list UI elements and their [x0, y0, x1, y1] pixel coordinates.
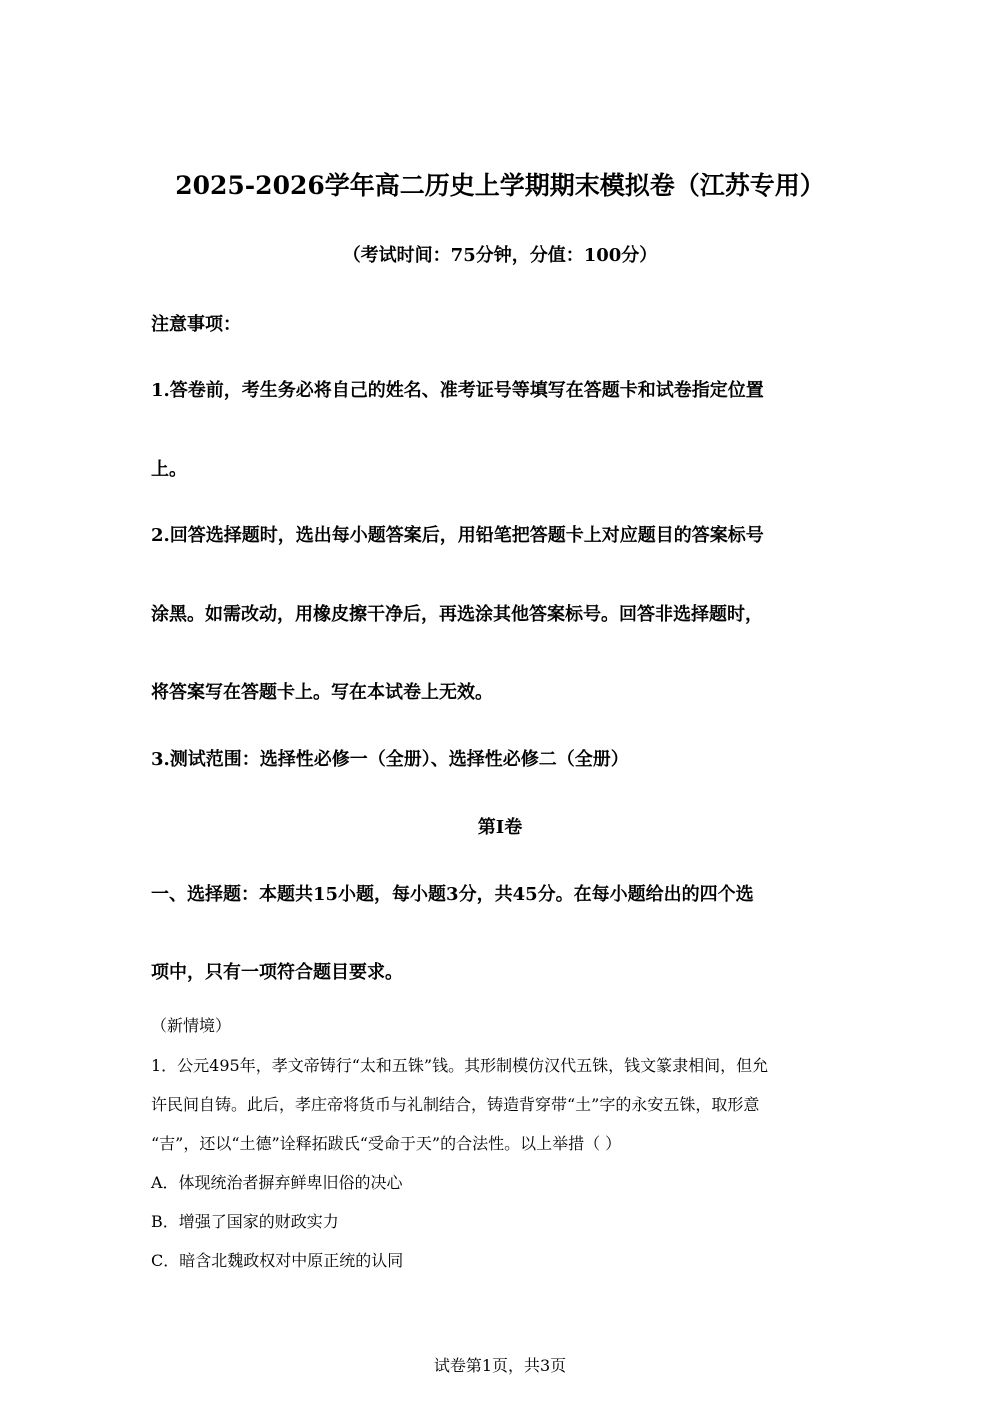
note-item-1-line-1: 1.答卷前，考生务必将自己的姓名、准考证号等填写在答题卡和试卷指定位置: [151, 380, 764, 401]
note-item-2-line-2: 涂黑。如需改动，用橡皮擦干净后，再选涂其他答案标号。回答非选择题时，: [151, 604, 763, 625]
page-footer: 试卷第1页，共3页: [433, 1356, 567, 1375]
exam-title: 2025-2026学年高二历史上学期期末模拟卷（江苏专用）: [175, 171, 825, 200]
note-item-2-line-3: 将答案写在答题卡上。写在本试卷上无效。: [151, 682, 493, 703]
option-b: B．增强了国家的财政实力: [151, 1212, 339, 1231]
exam-duration-score: （考试时间：75分钟，分值：100分）: [342, 245, 658, 266]
note-item-1-line-2: 上。: [151, 459, 187, 480]
section-heading-line-2: 项中，只有一项符合题目要求。: [151, 962, 403, 983]
section-heading-line-1: 一、选择题：本题共15小题，每小题3分，共45分。在每小题给出的四个选: [151, 884, 754, 905]
option-a: A．体现统治者摒弃鲜卑旧俗的决心: [151, 1173, 403, 1192]
question-stem-line-1: 1．公元495年，孝文帝铸行“太和五铢”钱。其形制模仿汉代五铢，钱文篆隶相间，但允: [151, 1056, 769, 1075]
volume-label: 第I卷: [477, 817, 523, 838]
notes-heading: 注意事项：: [151, 314, 241, 335]
question-stem-line-2: 许民间自铸。此后，孝庄帝将货币与礼制结合，铸造背穿带“土”字的永安五铢，取形意: [151, 1095, 760, 1114]
option-c: C．暗含北魏政权对中原正统的认同: [151, 1251, 404, 1270]
question-tag: （新情境）: [151, 1016, 232, 1035]
question-stem-line-3: “吉”，还以“土德”诠释拓跋氏“受命于天”的合法性。以上举措（ ）: [151, 1134, 622, 1153]
note-item-3: 3.测试范围：选择性必修一（全册）、选择性必修二（全册）: [151, 749, 629, 770]
note-item-2-line-1: 2.回答选择题时，选出每小题答案后，用铅笔把答题卡上对应题目的答案标号: [151, 525, 764, 546]
